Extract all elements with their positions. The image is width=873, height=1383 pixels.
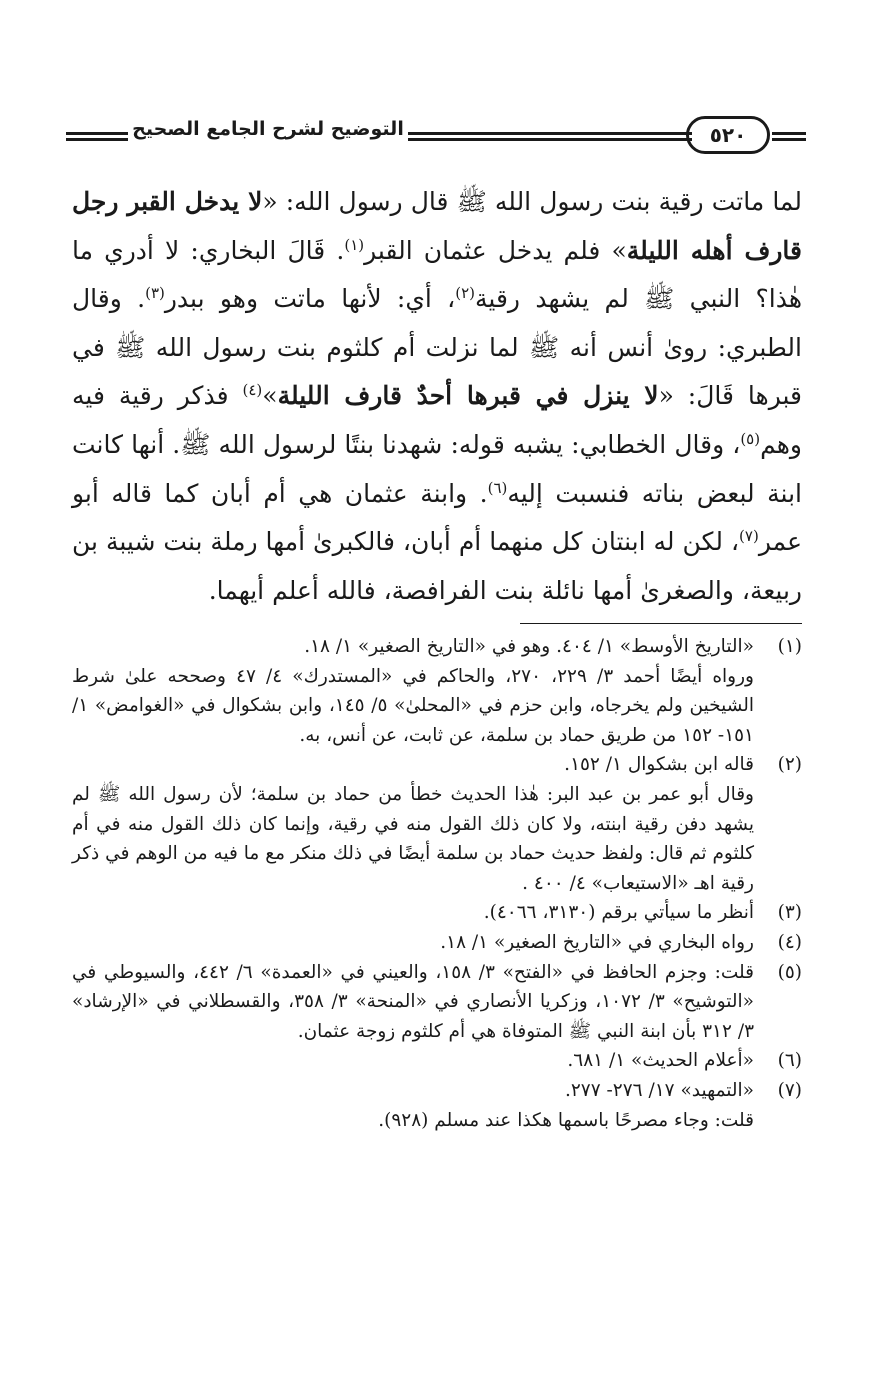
text-segment: » فلم يدخل عثمان القبر — [364, 235, 627, 265]
text-segment: . وقال الطبري: روىٰ أنس أنه ﷺ لما نزلت أم كلثوم بنت رسول الله ﷺ في قبرها قَالَ: « — [72, 284, 803, 411]
footnote-number: (٢) — [777, 754, 802, 776]
footnote-divider — [520, 623, 802, 624]
footnote-text: «أعلام الحديث» ١/ ٦٨١. — [567, 1050, 754, 1072]
footnote-number: (٥) — [777, 961, 802, 983]
page-number: ٥٢٠ — [686, 116, 770, 154]
footnote-2-continued — [72, 780, 802, 898]
footnote-number: (٤) — [777, 931, 802, 953]
footnote-text: وقال أبو عمر بن عبد البر: هٰذا الحديث خطأ من حماد بن سلمة؛ لأن رسول الله ﷺ لم يشهد دفن رقية ابنته، ولا كان ذلك القول منه في رقية، وإنما كان ذلك القول منه في أم كلثوم ثم قال: ولفظ حديث حماد بن سلمة أيضًا في ذلك منكر مع ما فيه من الوهم في ذكر رقية اهـ «الاستيعاب» ٤/ ٤٠٠ . — [72, 783, 754, 894]
book-title: التوضيح لشرح الجامع الصحيح — [132, 118, 404, 140]
footnote-text: قاله ابن بشكوال ١/ ١٥٢. — [564, 754, 754, 776]
footnote-7-continued — [72, 1106, 802, 1136]
footnote-6 — [72, 1046, 802, 1076]
hadith-quote: لا يدخل القبر رجل قارف أهله الليلة — [72, 187, 802, 265]
text-segment: فذكر رقية فيه وهم — [72, 381, 802, 459]
footnote-ref-5[interactable]: (٥) — [740, 429, 761, 448]
header-rule-right — [772, 132, 806, 135]
footnote-text: «التمهيد» ١٧/ ٢٧٦- ٢٧٧. — [564, 1079, 754, 1101]
text-segment: لما ماتت رقية بنت رسول الله ﷺ قال رسول الله: « — [262, 187, 803, 216]
footnote-text: ورواه أيضًا أحمد ٣/ ٢٢٩، ٢٧٠، والحاكم في «المستدرك» ٤/ ٤٧ وصححه علىٰ شرط الشيخين ولم يخرجاه، وابن حزم في «المحلىٰ» ٥/ ١٤٥، وابن بشكوال في «الغوامض» ١/ ١٥١- ١٥٢ من طريق حماد بن سلمة، عن ثابت، عن أنس، به. — [72, 665, 754, 746]
footnote-number: (١) — [777, 636, 802, 657]
footnotes — [72, 632, 802, 1135]
footnote-ref-4[interactable]: (٤) — [242, 381, 263, 400]
footnote-text: «التاريخ الأوسط» ١/ ٤٠٤. وهو في «التاريخ الصغير» ١/ ١٨. — [304, 636, 754, 657]
footnote-ref-2[interactable]: (٢) — [455, 284, 476, 303]
text-segment: . قَالَ البخاري: لا أدري ما هٰذا؟ النبي ﷺ لم يشهد رقية — [72, 235, 803, 314]
main-paragraph — [72, 178, 802, 615]
footnote-text: قلت: وجاء مصرحًا باسمها هكذا عند مسلم (٩٢٨). — [378, 1109, 754, 1131]
footnote-ref-6[interactable]: (٦) — [487, 478, 508, 497]
footnote-number: (٧) — [777, 1079, 802, 1101]
text-segment: ، لكن له ابنتان كل منهما أم أبان، فالكبرىٰ أمها رملة بنت شيبة بن ربيعة، والصغرىٰ أمها نائلة بنت الفرافصة، فالله أعلم أيهما. — [72, 527, 802, 605]
footnote-ref-1[interactable]: (١) — [344, 235, 365, 254]
footnote-1 — [72, 632, 802, 662]
footnote-text: أنظر ما سيأتي برقم (٣١٣٠، ٤٠٦٦). — [483, 902, 754, 924]
footnote-5 — [72, 958, 802, 1047]
footnote-ref-7[interactable]: (٧) — [739, 527, 759, 546]
footnote-number: (٦) — [777, 1050, 802, 1072]
footnote-text: رواه البخاري في «التاريخ الصغير» ١/ ١٨. — [440, 931, 754, 953]
footnote-3 — [72, 898, 802, 928]
footnote-text: قلت: وجزم الحافظ في «الفتح» ٣/ ١٥٨، والعيني في «العمدة» ٦/ ٤٤٢، والسيوطي في «التوشيح» ٣/ ١٠٧٢، وزكريا الأنصاري في «المنحة» ٣/ ٣٥٨، والقسطلاني في «الإرشاد» ٣/ ٣١٢ بأن ابنة النبي ﷺ المتوفاة هي أم كلثوم زوجة عثمان. — [72, 961, 754, 1042]
footnote-2 — [72, 750, 802, 780]
footnote-ref-3[interactable]: (٣) — [145, 284, 165, 303]
footnote-4 — [72, 928, 802, 958]
running-header — [66, 112, 806, 162]
footnote-number: (٣) — [777, 902, 802, 924]
text-segment: ، أي: لأنها ماتت وهو ببدر — [164, 284, 456, 314]
text-segment: ، وقال الخطابي: يشبه قوله: شهدنا بنتًا لرسول الله ﷺ. أنها كانت ابنة لبعض بناته فنسبت إليه — [72, 429, 802, 508]
footnote-7 — [72, 1076, 802, 1106]
hadith-quote: لا ينزل في قبرها أحدٌ قارف الليلة — [277, 381, 659, 411]
main-text — [72, 178, 802, 615]
header-rule-left — [66, 132, 128, 135]
header-rule-middle — [408, 132, 692, 135]
footnote-1-continued — [72, 662, 802, 751]
text-segment: » — [262, 381, 278, 411]
text-segment: . وابنة عثمان هي أم أبان كما قاله أبو عمر — [72, 478, 802, 557]
